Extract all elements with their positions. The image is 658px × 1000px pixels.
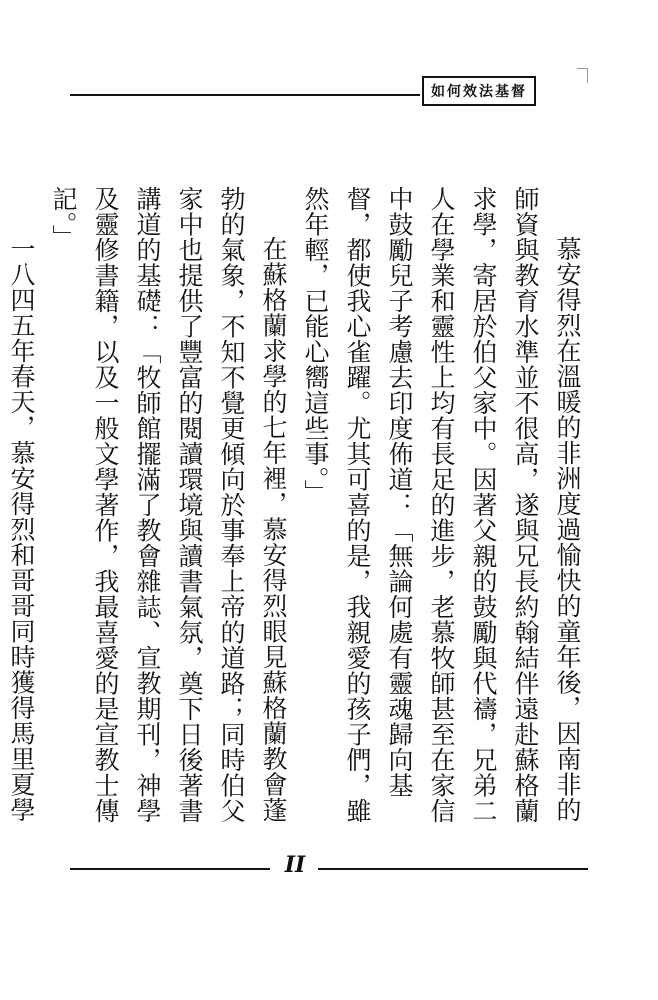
header-rule [70, 94, 420, 96]
page-number: II [284, 852, 306, 878]
paragraph-2: 在蘇格蘭求學的七年裡，慕安得烈眼見蘇格蘭教會蓬勃的氣象，不知不覺更傾向於事奉上帝的道路；同時伯父家中也提供了豐富的閱讀環境與讀書氣氛，奠下日後著書講道的基礎：「牧師館擺滿了教會雜誌、宣教期刊，神學及靈修書籍，以及一般文學著作，我最喜愛的是宣教士傳記。」 [49, 186, 288, 824]
paragraph-1: 慕安得烈在溫暖的非洲度過愉快的童年後，因南非的師資與教育水準並不很高，遂與兄長約翰結伴遠赴蘇格蘭求學，寄居於伯父家中。因著父親的鼓勵與代禱，兄弟二人在學業和靈性上均有長足的進步，老慕牧師甚至在家信中鼓勵兒子考慮去印度佈道：「無論何處有靈魂歸向基督，都使我心雀躍。尤其可喜的是，我親愛的孩子們，雖然年輕，已能心嚮這些事。」 [301, 186, 582, 824]
corner-mark [577, 68, 588, 83]
footer-rule-right [318, 868, 588, 870]
body-text [7, 186, 588, 846]
footer-rule-left [70, 868, 270, 870]
paragraph-3: 一八四五年春天，慕安得烈和哥哥同時獲得馬里夏學 [7, 236, 36, 823]
running-header: 如何效法基督 [422, 76, 536, 106]
